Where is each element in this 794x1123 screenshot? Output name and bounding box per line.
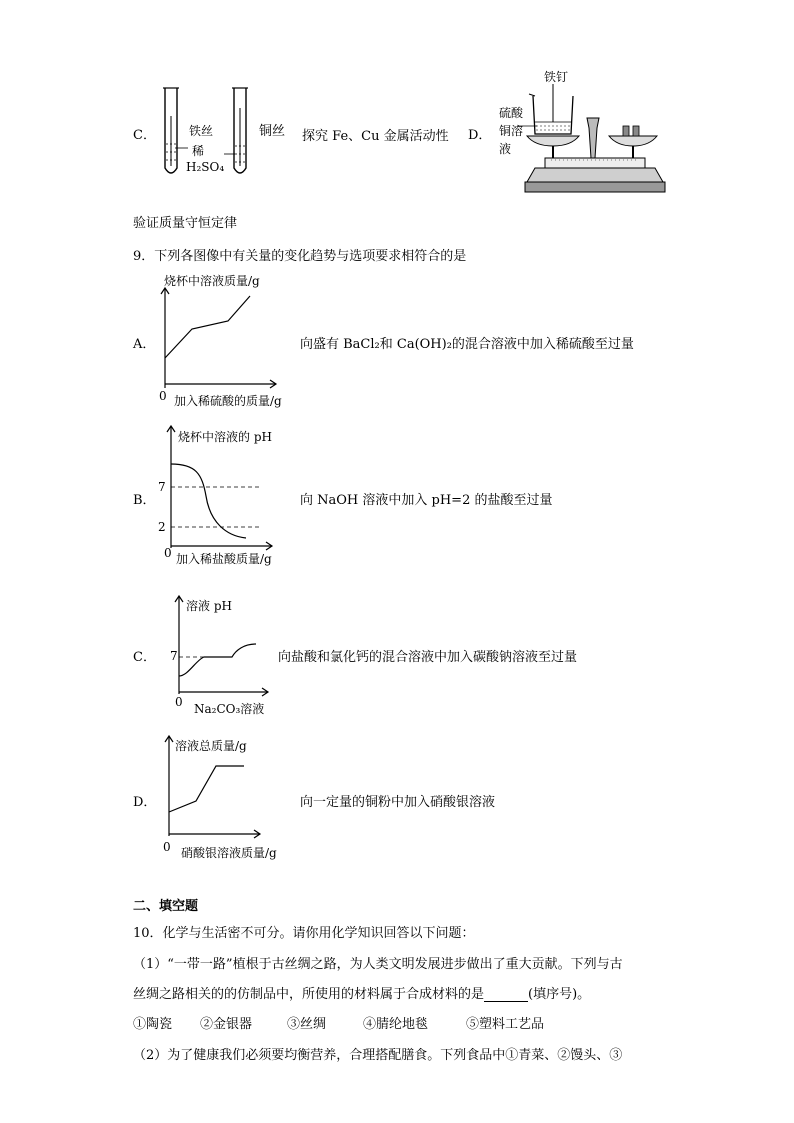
q9-c-origin: 0 bbox=[175, 695, 183, 709]
q8-d-solution-label-2: 铜溶 bbox=[499, 124, 524, 138]
q9-b-tick-2: 2 bbox=[158, 520, 166, 534]
q8-d-description: 验证质量守恒定律 bbox=[133, 216, 238, 231]
q8-d-solution-label-3: 液 bbox=[499, 142, 512, 156]
q9-d-description: 向一定量的铜粉中加入硝酸银溶液 bbox=[300, 795, 496, 810]
choice-4: ④腈纶地毯 bbox=[363, 1017, 429, 1032]
q9-d-graph bbox=[164, 736, 264, 838]
choice-3: ③丝绸 bbox=[287, 1017, 327, 1032]
q9-c-tick-7: 7 bbox=[170, 649, 178, 663]
q8-c-description: 探究 Fe、Cu 金属活动性 bbox=[302, 129, 449, 144]
q9-b-label: B． bbox=[133, 493, 156, 508]
test-tube-copper-diagram bbox=[224, 86, 254, 178]
q9-a-graph bbox=[160, 288, 280, 390]
q9-a-curve bbox=[165, 296, 250, 358]
q9-b-graph bbox=[166, 426, 276, 548]
q10-stem: 10．化学与生活密不可分。请你用化学知识回答以下问题： bbox=[133, 926, 475, 941]
q9-c-graph bbox=[174, 596, 270, 694]
q9-a-description: 向盛有 BaCl₂和 Ca(OH)₂的混合溶液中加入稀硫酸至过量 bbox=[300, 337, 634, 352]
q9-b-y-axis-label: 烧杯中溶液的 pH bbox=[178, 430, 272, 444]
q10-part1-line2-suffix: (填序号)。 bbox=[528, 987, 591, 1002]
choice-1: ①陶瓷 bbox=[133, 1017, 173, 1032]
q9-d-curve bbox=[169, 766, 244, 812]
q8-c-h2so4-label: H₂SO₄ bbox=[186, 160, 225, 174]
q10-part2-line1: （2）为了健康我们必须要均衡营养，合理搭配膳食。下列食品中①青菜、②馒头、③ bbox=[133, 1048, 623, 1063]
q9-b-x-axis-label: 加入稀盐酸质量/g bbox=[176, 552, 272, 566]
choice-5: ⑤塑料工艺品 bbox=[466, 1017, 545, 1032]
q9-a-x-axis-label: 加入稀硫酸的质量/g bbox=[174, 394, 282, 408]
q9-stem: 9．下列各图像中有关量的变化趋势与选项要求相符合的是 bbox=[133, 249, 467, 264]
q9-d-label: D． bbox=[133, 795, 157, 810]
q8-d-solution-label-1: 硫酸 bbox=[499, 106, 524, 120]
q9-b-description: 向 NaOH 溶液中加入 pH=2 的盐酸至过量 bbox=[300, 493, 553, 508]
q9-d-y-axis-label: 溶液总质量/g bbox=[175, 739, 247, 753]
q8-d-label: D． bbox=[468, 128, 492, 143]
q8-c-iron-wire-label: 铁丝 bbox=[189, 124, 214, 138]
q9-c-x-axis-label: Na₂CO₃溶液 bbox=[194, 702, 265, 716]
q9-d-x-axis-label: 硝酸银溶液质量/g bbox=[181, 846, 277, 860]
q10-part1-line2-text: 丝绸之路相关的的仿制品中，所使用的材料属于合成材料的是 bbox=[133, 987, 485, 1002]
q9-a-origin: 0 bbox=[159, 389, 167, 403]
balance-scale-diagram bbox=[525, 82, 665, 194]
q8-c-copper-wire-label: 铜丝 bbox=[259, 124, 286, 139]
q9-b-origin: 0 bbox=[164, 546, 172, 560]
q9-b-tick-7: 7 bbox=[158, 480, 166, 494]
section-title: 二、填空题 bbox=[133, 899, 199, 914]
q8-c-dilute-label: 稀 bbox=[192, 144, 205, 158]
q10-part1-line1: （1）“一带一路”植根于古丝绸之路，为人类文明发展进步做出了重大贡献。下列与古 bbox=[133, 957, 623, 972]
answer-blank[interactable] bbox=[484, 987, 528, 1002]
q9-d-origin: 0 bbox=[163, 840, 171, 854]
q10-part1-line2 bbox=[133, 983, 590, 1002]
q9-c-description: 向盐酸和氯化钙的混合溶液中加入碳酸钠溶液至过量 bbox=[278, 650, 578, 665]
q9-c-y-axis-label: 溶液 pH bbox=[186, 599, 232, 613]
choice-2: ②金银器 bbox=[200, 1017, 253, 1032]
q9-c-curve bbox=[179, 644, 256, 676]
q9-a-y-axis-label: 烧杯中溶液质量/g bbox=[164, 274, 260, 288]
q8-d-nail-label: 铁钉 bbox=[544, 70, 569, 84]
q9-c-label: C． bbox=[133, 650, 156, 665]
q8-c-label: C． bbox=[133, 128, 156, 143]
q9-a-label: A． bbox=[133, 337, 156, 352]
